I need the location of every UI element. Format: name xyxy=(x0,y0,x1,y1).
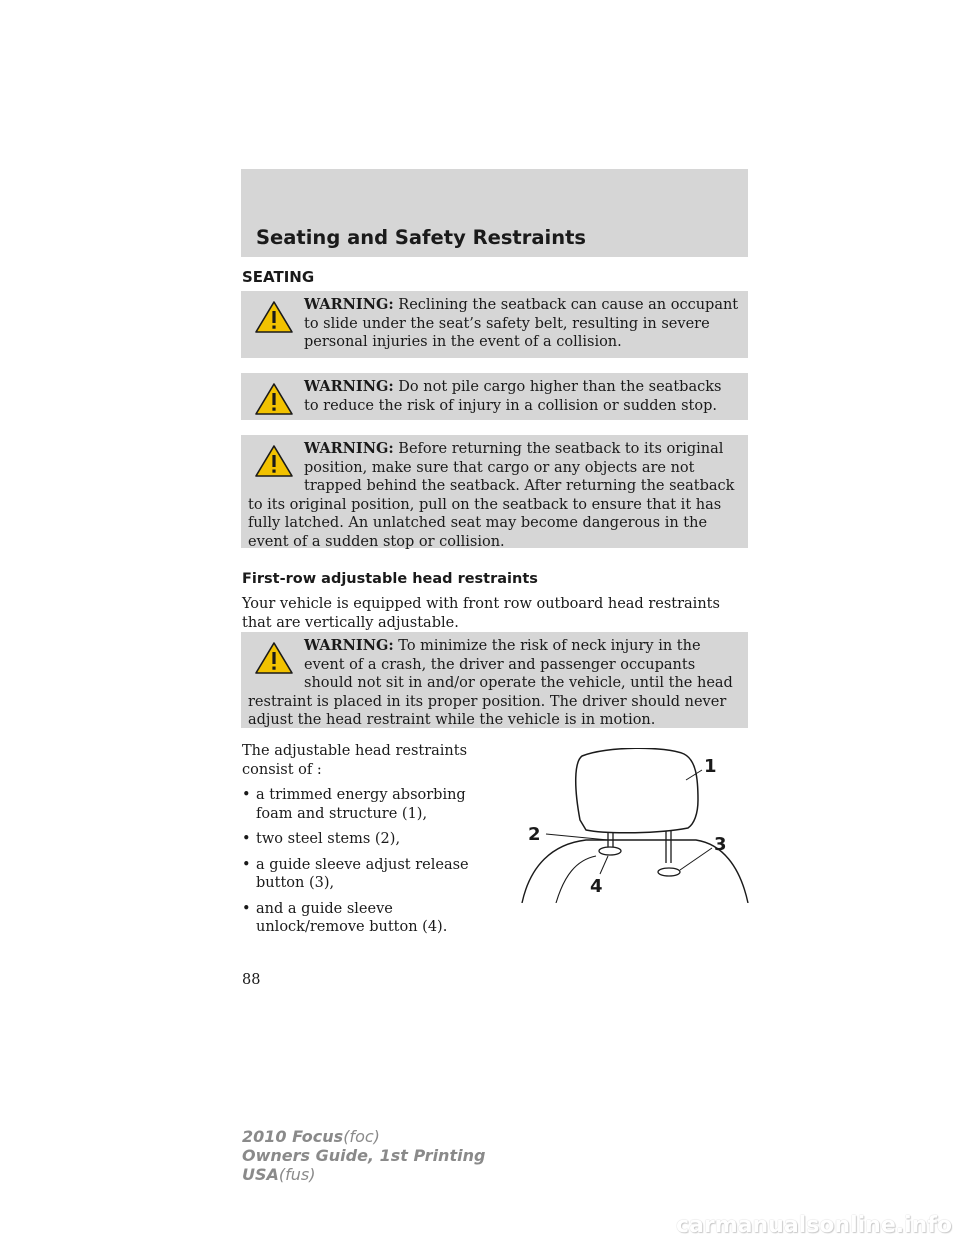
warning-text: Do not pile cargo higher than the seatbacks to reduce the risk of injury in a collision or sudden stop. xyxy=(304,379,722,414)
watermark: carmanualsonline.info xyxy=(676,1213,952,1238)
list-item xyxy=(242,900,502,937)
footer-line-2: Owners Guide, 1st Printing xyxy=(242,1146,486,1165)
page-number: 88 xyxy=(242,972,261,988)
warning-triangle-icon xyxy=(254,300,294,334)
warning-box xyxy=(241,435,748,548)
warning-text: To minimize the risk of neck injury in the event of a crash, the driver and passenger occupants should not sit in and/or operate the vehicle, until the head restraint is placed in its proper position. The driver should never adjust the head restraint while the vehicle is in motion. xyxy=(248,638,733,728)
footer xyxy=(242,1127,485,1184)
footer-model: 2010 Focus xyxy=(242,1127,344,1146)
list-item xyxy=(242,786,502,823)
footer-line-3 xyxy=(242,1165,485,1184)
callout-label-1: 1 xyxy=(704,756,717,777)
section-heading: SEATING xyxy=(242,268,315,286)
footer-line-1 xyxy=(242,1127,485,1146)
warning-box xyxy=(241,373,748,420)
component-list xyxy=(242,786,502,944)
footer-region: USA xyxy=(242,1165,279,1184)
bullet: • xyxy=(242,856,251,873)
warning-triangle-icon xyxy=(254,444,294,478)
callout-label-3: 3 xyxy=(714,834,727,855)
warning-label: WARNING: xyxy=(304,440,394,457)
warning-triangle-icon xyxy=(254,641,294,675)
warning-label: WARNING: xyxy=(304,637,394,654)
list-item xyxy=(242,856,502,893)
warning-triangle-icon xyxy=(254,382,294,416)
bullet: • xyxy=(242,900,251,917)
footer-model-code: (foc) xyxy=(343,1127,380,1146)
consist-paragraph: The adjustable head restraints consist of : xyxy=(242,743,468,778)
head-restraints-heading: First-row adjustable head restraints xyxy=(242,571,538,587)
callout-label-4: 4 xyxy=(590,876,603,897)
bullet: • xyxy=(242,831,251,847)
footer-region-code: (fus) xyxy=(278,1165,316,1184)
warning-label: WARNING: xyxy=(304,296,394,313)
list-item-text: and a guide sleeve unlock/remove button (4). xyxy=(256,900,448,935)
list-item-text: two steel stems (2), xyxy=(256,831,401,847)
header-band xyxy=(241,169,748,257)
warning-box xyxy=(241,632,748,728)
warning-box xyxy=(241,291,748,358)
callout-label-2: 2 xyxy=(528,824,541,845)
head-restraint-illustration xyxy=(516,748,750,903)
warning-text: Reclining the seatback can cause an occupant to slide under the seat’s safety belt, resulting in severe personal injuries in the event of a collision. xyxy=(304,297,739,350)
intro-paragraph: Your vehicle is equipped with front row outboard head restraints that are vertically adjustable. xyxy=(242,596,720,631)
bullet: • xyxy=(242,787,251,803)
list-item xyxy=(242,830,502,849)
warning-text: Before returning the seatback to its original position, make sure that cargo or any objects are not trapped behind the seatback. After returning the seatback to its original position, pull on the seatback to ensure that it has fully latched. An unlatched seat may become dangerous in the event of a sudden stop or collision. xyxy=(248,441,735,550)
warning-label: WARNING: xyxy=(304,378,394,395)
page-title: Seating and Safety Restraints xyxy=(256,226,587,249)
list-item-text: a trimmed energy absorbing foam and structure (1), xyxy=(256,787,466,822)
list-item-text: a guide sleeve adjust release button (3), xyxy=(256,856,469,891)
